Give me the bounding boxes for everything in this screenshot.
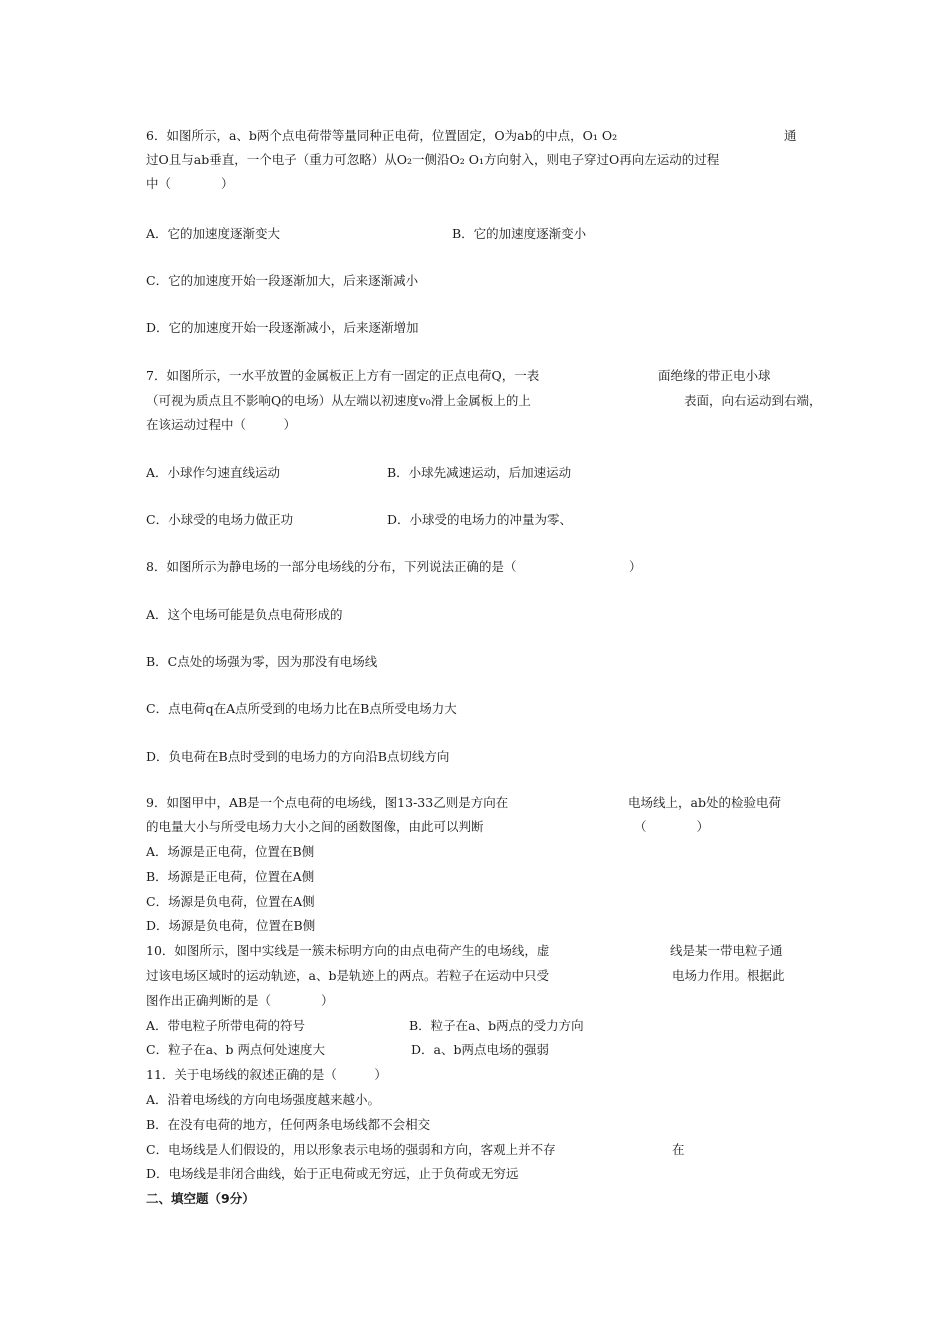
q8-option-d: D．负电荷在B点时受到的电场力的方向沿B点切线方向	[146, 749, 450, 764]
q6-option-a: A．它的加速度逐渐变大	[146, 226, 281, 241]
q7-line-1-end: 面绝缘的带正电小球	[658, 368, 771, 383]
q7-option-d: D．小球受的电场力的冲量为零、	[387, 512, 573, 527]
q9-option-a: A．场源是正电荷，位置在B侧	[146, 844, 315, 859]
section-2-heading: 二、填空题（9分）	[146, 1191, 255, 1206]
q7-line-3: 在该运动过程中（ ）	[146, 417, 297, 432]
q8-line-1: 8．如图所示为静电场的一部分电场线的分布，下列说法正确的是（ ）	[146, 559, 642, 574]
q10-line-3: 图作出正确判断的是（ ）	[146, 993, 334, 1008]
q8-option-a: A．这个电场可能是负点电荷形成的	[146, 607, 343, 622]
q7-option-b: B．小球先减速运动，后加速运动	[387, 465, 572, 480]
q10-line-2: 过该电场区域时的运动轨迹，a、b是轨迹上的两点。若粒子在运动中只受	[146, 968, 549, 983]
q7-line-2-end: 表面，向右运动到右端，	[684, 393, 822, 408]
q8-option-b: B．C点处的场强为零，因为那没有电场线	[146, 654, 378, 669]
q6-line-3: 中（ ）	[146, 176, 234, 191]
q6-line-2: 过O且与ab垂直，一个电子（重力可忽略）从O₂一侧沿O₂ O₁方向射入，则电子穿过O再向左运动的过程	[146, 152, 720, 167]
q9-option-b: B．场源是正电荷，位置在A侧	[146, 869, 315, 884]
q10-line-1: 10．如图所示，图中实线是一簇未标明方向的由点电荷产生的电场线，虚	[146, 943, 550, 958]
q9-line-1: 9．如图甲中，AB是一个点电荷的电场线，图13-33乙则是方向在	[146, 795, 509, 810]
q6-line-1-end: 通	[784, 128, 797, 143]
q6-option-b: B．它的加速度逐渐变小	[452, 226, 587, 241]
q9-line-2-end: （ ）	[634, 819, 710, 834]
q9-line-1-end: 电场线上，ab处的检验电荷	[628, 795, 781, 810]
q7-option-a: A．小球作匀速直线运动	[146, 465, 281, 480]
q6-option-c: C．它的加速度开始一段逐渐加大，后来逐渐减小	[146, 273, 419, 288]
q11-option-d: D．电场线是非闭合曲线，始于正电荷或无穷远，止于负荷或无穷远	[146, 1166, 519, 1181]
q8-option-c: C．点电荷q在A点所受到的电场力比在B点所受电场力大	[146, 701, 457, 716]
q10-line-2-end: 电场力作用。根据此	[672, 968, 785, 983]
q6-line-1: 6．如图所示，a、b两个点电荷带等量同种正电荷，位置固定，O为ab的中点，O₁ O₂	[146, 128, 618, 143]
q11-option-c: C．电场线是人们假设的，用以形象表示电场的强弱和方向，客观上并不存	[146, 1142, 556, 1157]
q11-line-1: 11．关于电场线的叙述正确的是（ ）	[146, 1067, 387, 1082]
q10-option-b: B．粒子在a、b两点的受力方向	[409, 1018, 584, 1033]
q11-option-a: A．沿着电场线的方向电场强度越来越小。	[146, 1092, 381, 1107]
q6-option-d: D．它的加速度开始一段逐渐减小，后来逐渐增加	[146, 320, 419, 335]
q10-option-a: A．带电粒子所带电荷的符号	[146, 1018, 306, 1033]
q11-option-b: B．在没有电荷的地方，任何两条电场线都不会相交	[146, 1117, 431, 1132]
q9-option-c: C．场源是负电荷，位置在A侧	[146, 894, 315, 909]
q10-option-d: D．a、b两点电场的强弱	[411, 1042, 549, 1057]
q9-option-d: D．场源是负电荷，位置在B侧	[146, 918, 316, 933]
q11-option-c-end: 在	[672, 1142, 685, 1157]
q7-line-1: 7．如图所示，一水平放置的金属板正上方有一固定的正点电荷Q，一表	[146, 368, 540, 383]
q10-line-1-end: 线是某一带电粒子通	[670, 943, 783, 958]
q9-line-2: 的电量大小与所受电场力大小之间的函数图像，由此可以判断	[146, 819, 484, 834]
q10-option-c: C．粒子在a、b 两点何处速度大	[146, 1042, 325, 1057]
q7-option-c: C．小球受的电场力做正功	[146, 512, 294, 527]
q7-line-2: （可视为质点且不影响Q的电场）从左端以初速度v₀滑上金属板上的上	[146, 393, 531, 408]
